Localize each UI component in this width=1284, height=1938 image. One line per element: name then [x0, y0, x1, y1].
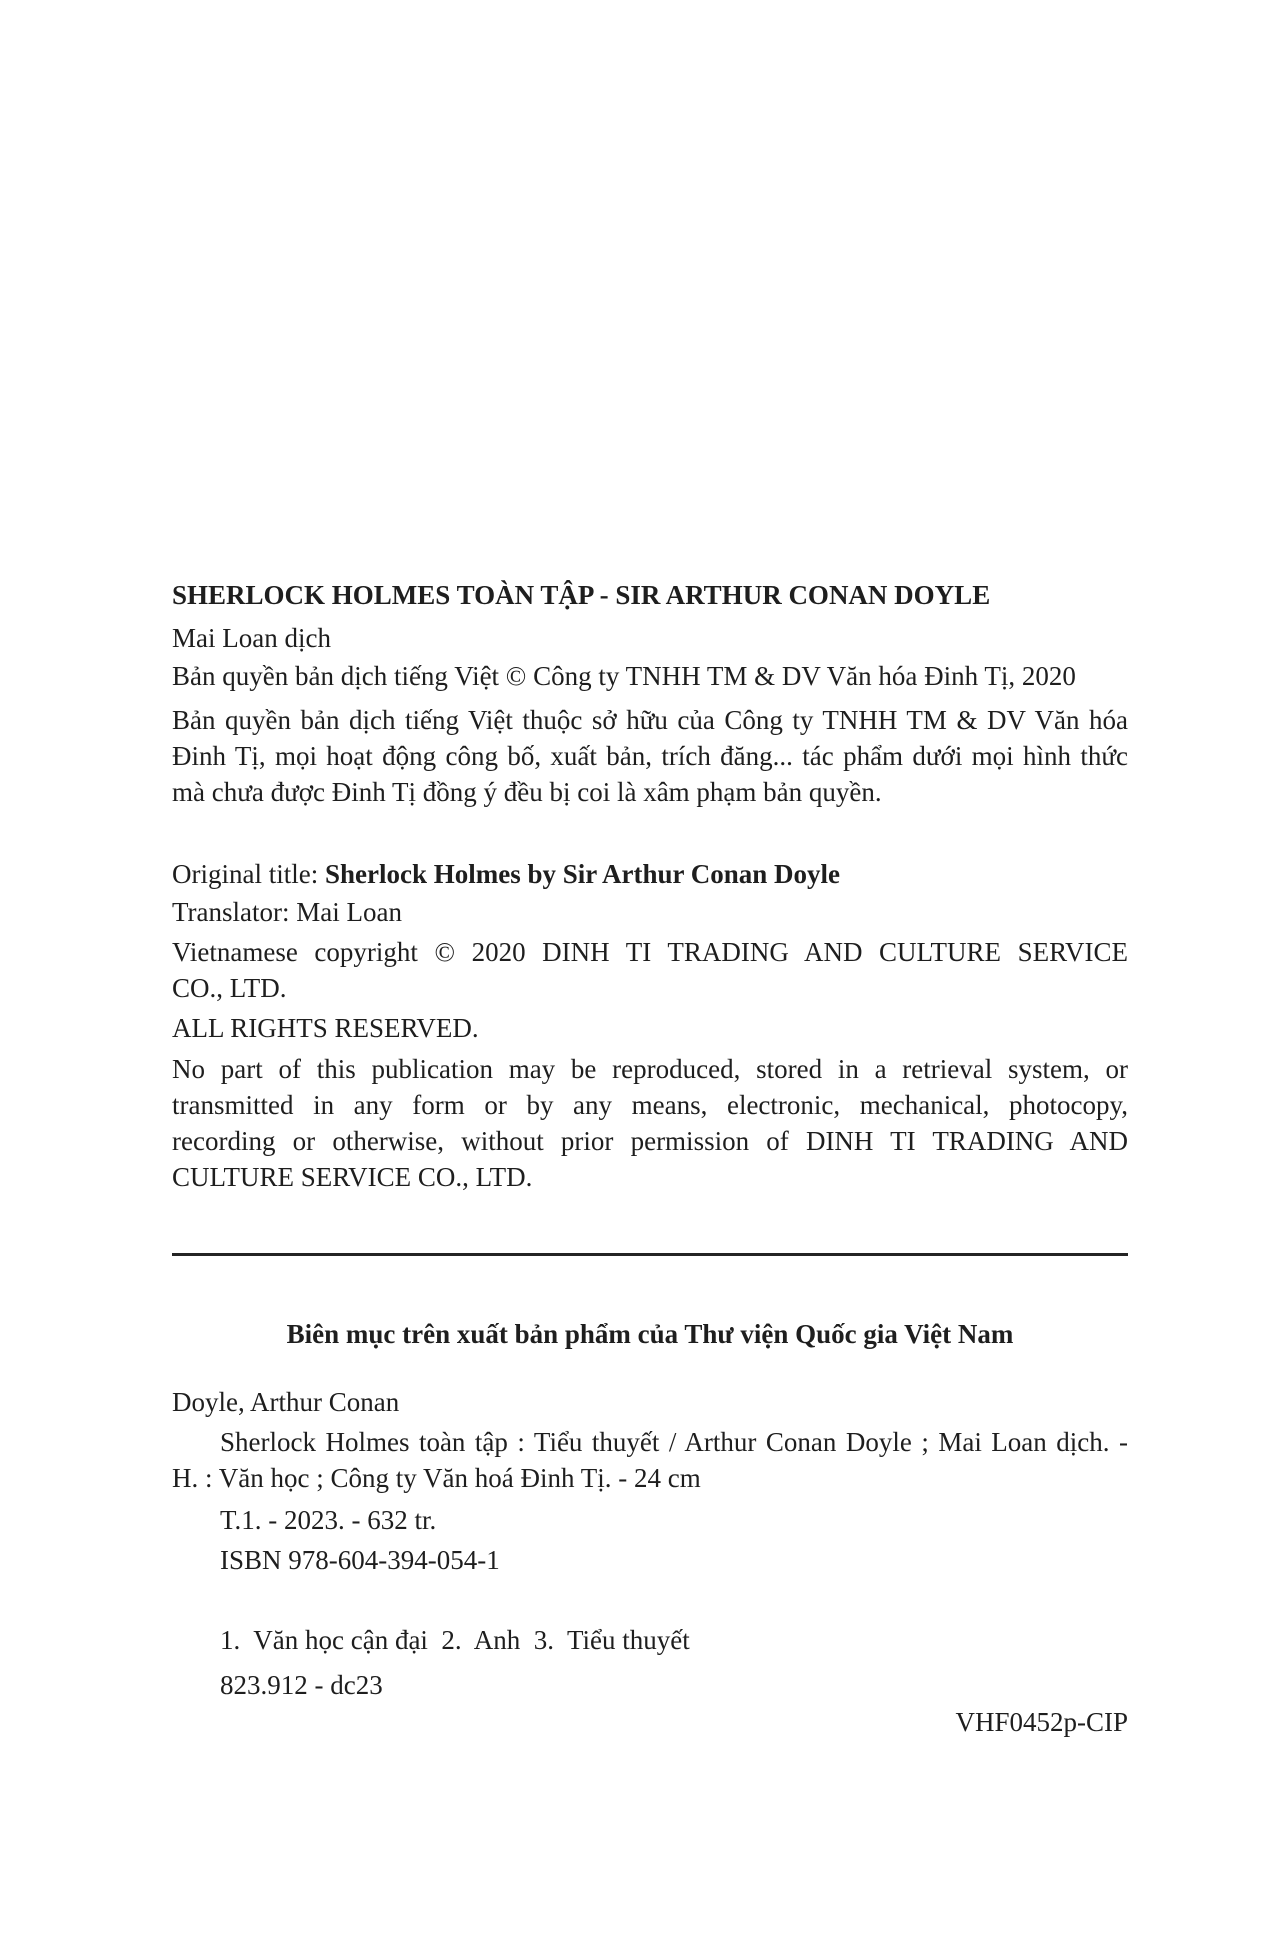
paragraph-line: CULTURE SERVICE CO., LTD. — [172, 1162, 533, 1192]
cip-volume-line: T.1. - 2023. - 632 tr. — [220, 1505, 437, 1535]
rights-reserved-line: ALL RIGHTS RESERVED. — [172, 1013, 479, 1043]
vn-rights-paragraph — [172, 702, 1128, 810]
paragraph-line: recording or otherwise, without prior permission of DINH TI TRADING AND — [172, 1126, 1128, 1156]
cip-heading: Biên mục trên xuất bản phẩm của Thư viện Quốc gia Việt Nam — [286, 1319, 1014, 1349]
paragraph-line: CO., LTD. — [172, 973, 287, 1003]
paragraph-line: Vietnamese copyright © 2020 DINH TI TRADING AND CULTURE SERVICE — [172, 937, 1128, 967]
cip-ddc-line: 823.912 - dc23 — [220, 1670, 383, 1700]
section-divider-rule — [172, 1253, 1128, 1256]
translator-credit-line: Mai Loan dịch — [172, 623, 331, 653]
book-copyright-page — [172, 0, 1128, 1740]
paragraph-line: H. : Văn học ; Công ty Văn hoá Đinh Tị. - 24 cm — [172, 1463, 701, 1493]
vn-copyright-section — [172, 577, 1128, 810]
cip-isbn-line: ISBN 978-604-394-054-1 — [220, 1545, 500, 1575]
original-title-line — [172, 856, 1128, 892]
cip-section — [172, 1316, 1128, 1740]
paragraph-line: transmitted in any form or by any means, electronic, mechanical, photocopy, — [172, 1090, 1128, 1120]
en-copyright-paragraph — [172, 934, 1128, 1006]
paragraph-line: Bản quyền bản dịch tiếng Việt thuộc sở hữu của Công ty TNHH TM & DV Văn hóa — [172, 705, 1128, 735]
no-part-paragraph — [172, 1051, 1128, 1195]
en-copyright-section — [172, 856, 1128, 1195]
vn-copyright-line: Bản quyền bản dịch tiếng Việt © Công ty TNHH TM & DV Văn hóa Đinh Tị, 2020 — [172, 661, 1076, 691]
original-title-label: Original title: — [172, 859, 325, 889]
cip-author-line: Doyle, Arthur Conan — [172, 1387, 400, 1417]
paragraph-line: mà chưa được Đinh Tị đồng ý đều bị coi là xâm phạm bản quyền. — [172, 777, 882, 807]
cip-subjects-line: 1. Văn học cận đại 2. Anh 3. Tiểu thuyết — [220, 1625, 690, 1655]
paragraph-line: No part of this publication may be reproduced, stored in a retrieval system, or — [172, 1054, 1128, 1084]
translator-line: Translator: Mai Loan — [172, 897, 402, 927]
book-title-line: SHERLOCK HOLMES TOÀN TẬP - SIR ARTHUR CONAN DOYLE — [172, 580, 991, 610]
cip-entry-paragraph — [172, 1424, 1128, 1496]
cip-code-line: VHF0452p-CIP — [955, 1707, 1128, 1737]
original-title-value: Sherlock Holmes by Sir Arthur Conan Doyle — [324, 859, 841, 889]
paragraph-line: Đinh Tị, mọi hoạt động công bố, xuất bản, trích đăng... tác phẩm dưới mọi hình thức — [172, 741, 1128, 771]
paragraph-line: Sherlock Holmes toàn tập : Tiểu thuyết / Arthur Conan Doyle ; Mai Loan dịch. - — [220, 1427, 1128, 1457]
